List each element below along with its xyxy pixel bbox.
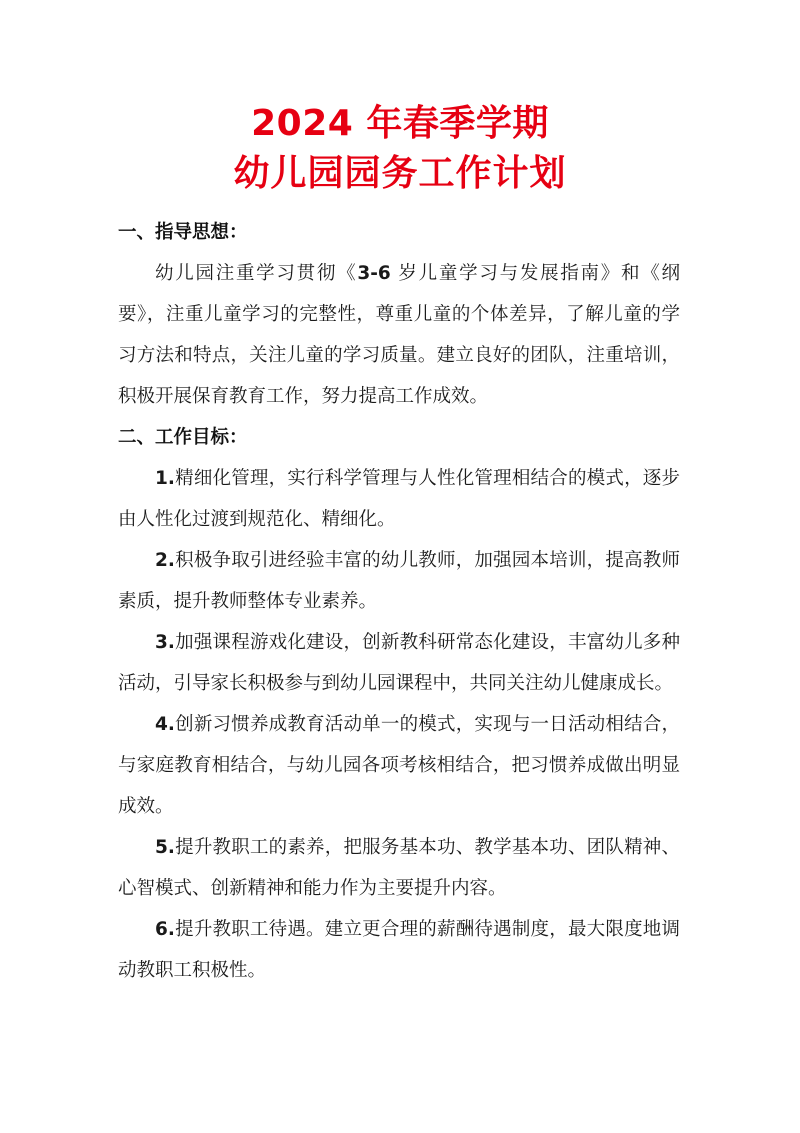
goal-number: 5. <box>155 837 175 858</box>
paragraph-text-pre: 幼儿园注重学习贯彻《 <box>155 263 358 284</box>
document-body <box>118 212 680 991</box>
goal-text: 加强课程游戏化建设，创新教科研常态化建设，丰富幼儿多种活动，引导家长积极参与到幼儿园课程中，共同关注幼儿健康成长。 <box>118 632 680 694</box>
goal-text: 提升教职工待遇。建立更合理的薪酬待遇制度，最大限度地调动教职工积极性。 <box>118 919 680 981</box>
goal-number: 4. <box>155 714 175 735</box>
goal-item-4 <box>118 704 680 827</box>
goal-number: 2. <box>155 550 175 571</box>
goal-item-6 <box>118 909 680 991</box>
paragraph-text-post: 岁儿童学习与发展指南》和《纲要》，注重儿童学习的完整性，尊重儿童的个体差异，了解儿童的学习方法和特点，关注儿童的学习质量。建立良好的团队，注重培训，积极开展保育教育工作，努力提高工作成效。 <box>118 263 680 407</box>
goal-text: 创新习惯养成教育活动单一的模式，实现与一日活动相结合，与家庭教育相结合，与幼儿园各项考核相结合，把习惯养成做出明显成效。 <box>118 714 680 817</box>
goal-number: 6. <box>155 919 175 940</box>
document-title-line2: 幼儿园园务工作计划 <box>233 153 567 194</box>
goal-item-1 <box>118 458 680 540</box>
goal-number: 1. <box>155 468 175 489</box>
document-title-line1: 2024 年春季学期 <box>251 103 549 144</box>
guiding-ideology-paragraph <box>118 253 680 417</box>
goal-item-3 <box>118 622 680 704</box>
section-heading-guiding-ideology: 一、指导思想： <box>118 222 248 243</box>
goal-text: 提升教职工的素养，把服务基本功、教学基本功、团队精神、心智模式、创新精神和能力作为主要提升内容。 <box>118 837 680 899</box>
goal-text: 精细化管理，实行科学管理与人性化管理相结合的模式，逐步由人性化过渡到规范化、精细化。 <box>118 468 680 530</box>
goal-item-5 <box>118 827 680 909</box>
goal-item-2 <box>118 540 680 622</box>
goal-number: 3. <box>155 632 175 653</box>
section-heading-work-goals: 二、工作目标： <box>118 427 248 448</box>
goal-text: 积极争取引进经验丰富的幼儿教师，加强园本培训，提高教师素质，提升教师整体专业素养。 <box>118 550 680 612</box>
age-range-bold: 3-6 <box>357 263 391 284</box>
